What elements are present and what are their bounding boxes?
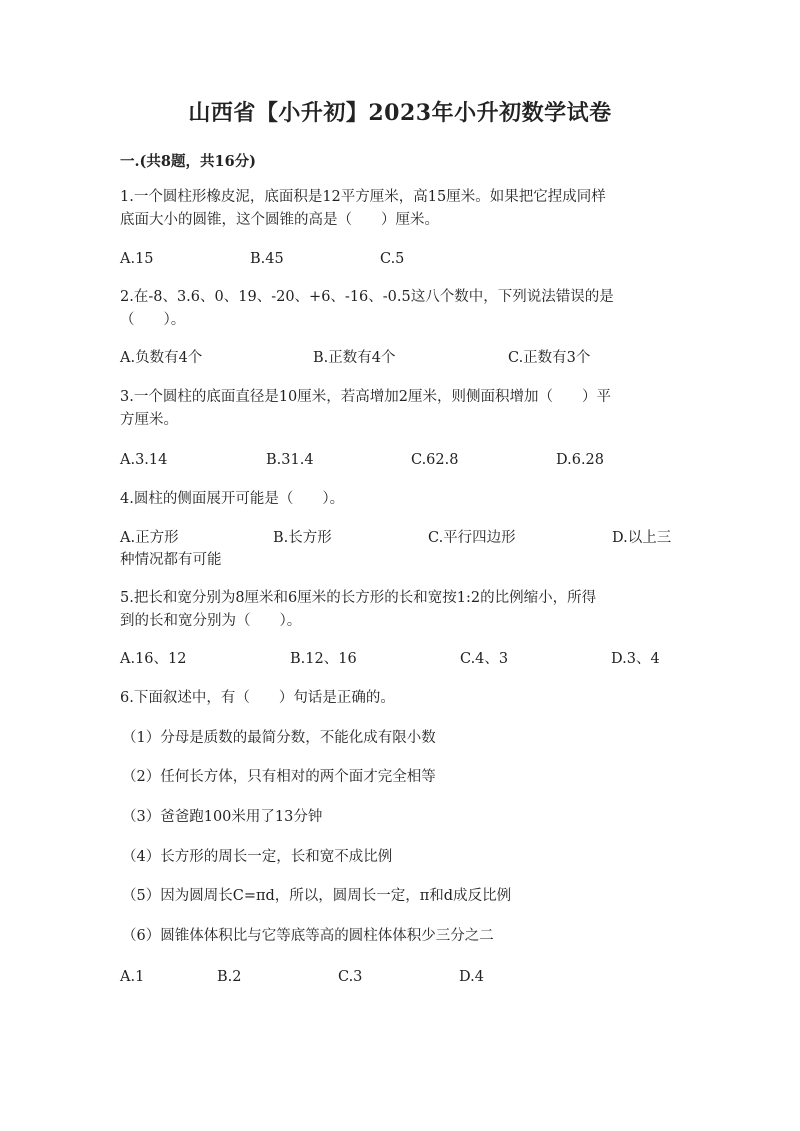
page-title: 山西省【小升初】2023年小升初数学试卷 [188,100,612,126]
question-1-option-b: B.45 [250,251,284,267]
question-6-statement-3: （3）爸爸跑100米用了13分钟 [122,809,323,825]
question-6-option-c: C.3 [338,969,363,985]
question-1-line-2: 底面大小的圆锥，这个圆锥的高是（ ）厘米。 [120,212,439,228]
section-heading: 一.(共8题，共16分) [120,153,257,170]
question-6 [120,687,685,710]
question-2-option-c: C.正数有3个 [508,350,591,366]
question-4-option-d: D.以上三 [612,530,672,546]
question-5-line-1: 5.把长和宽分别为8厘米和6厘米的长方形的长和宽按1:2的比例缩小，所得 [120,590,597,606]
question-2-option-b: B.正数有4个 [313,350,396,366]
question-3-option-d: D.6.28 [556,452,605,468]
question-5-option-b: B.12、16 [290,651,357,667]
question-5-option-a: A.16、12 [120,651,187,667]
question-1-option-a: A.15 [120,251,154,267]
question-6-statement-6: （6）圆锥体体积比与它等底等高的圆柱体体积少三分之二 [122,928,494,944]
question-2 [120,286,685,332]
question-4-option-a: A.正方形 [120,530,179,546]
question-1-option-c: C.5 [380,251,405,267]
question-4-option-d-continued: 种情况都有可能 [120,552,222,568]
question-2-line-2: （ ）。 [120,312,186,328]
question-4-line-1: 4.圆柱的侧面展开可能是（ ）。 [120,491,345,507]
question-3-option-b: B.31.4 [266,452,314,468]
question-3-line-1: 3.一个圆柱的底面直径是10厘米，若高增加2厘米，则侧面积增加（ ）平 [120,389,612,405]
question-5-line-2: 到的长和宽分别为（ ）。 [120,613,302,629]
question-6-statement-2: （2）任何长方体，只有相对的两个面才完全相等 [122,769,436,785]
question-6-statement-1: （1）分母是质数的最简分数，不能化成有限小数 [122,730,436,746]
question-6-option-d: D.4 [459,969,484,985]
question-1 [120,186,685,232]
question-6-line-1: 6.下面叙述中，有（ ）句话是正确的。 [120,690,395,706]
question-2-option-a: A.负数有4个 [120,350,203,366]
question-4-option-b: B.长方形 [273,530,332,546]
question-3 [120,386,685,432]
question-5-option-c: C.4、3 [460,651,509,667]
question-3-line-2: 方厘米。 [120,412,178,428]
question-1-line-1: 1.一个圆柱形橡皮泥，底面积是12平方厘米，高15厘米。如果把它捏成同样 [120,189,606,205]
question-3-option-c: C.62.8 [411,452,459,468]
question-6-option-a: A.1 [120,969,145,985]
question-4 [120,488,685,511]
question-5-option-d: D.3、4 [611,651,660,667]
question-6-statement-5: （5）因为圆周长C=πd，所以，圆周长一定，π和d成反比例 [122,888,512,904]
question-5 [120,587,685,633]
question-6-option-b: B.2 [217,969,242,985]
question-4-option-c: C.平行四边形 [428,530,516,546]
question-6-statement-4: （4）长方形的周长一定，长和宽不成比例 [122,849,393,865]
question-2-line-1: 2.在-8、3.6、0、19、-20、+6、-16、-0.5这八个数中，下列说法错误的是 [120,289,614,305]
question-3-option-a: A.3.14 [120,452,168,468]
